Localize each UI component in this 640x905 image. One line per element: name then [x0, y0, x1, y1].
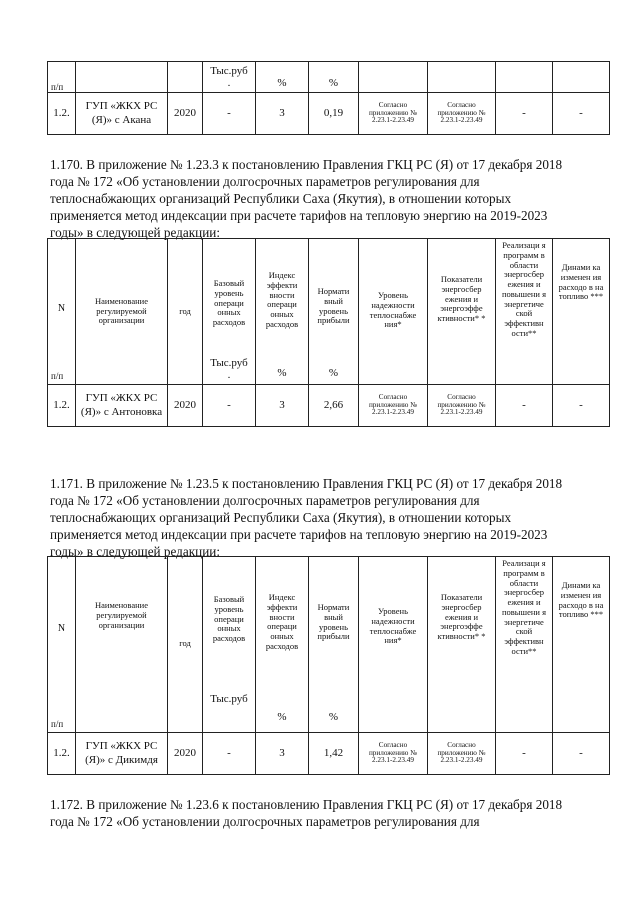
- dynamics-cell: -: [553, 733, 610, 775]
- header-year: год: [168, 239, 203, 385]
- header-base: Базовый уровень операци онных расходов Тыс.руб: [203, 557, 256, 733]
- base-cell: -: [203, 733, 256, 775]
- index-cell: 3: [256, 385, 309, 427]
- norm-cell: 0,19: [309, 93, 359, 135]
- header-reliability: Уровень надежности теплоснабже ния*: [359, 239, 428, 385]
- programs-cell: -: [496, 93, 553, 135]
- header-org-name: Наименование регулируемой организации: [76, 239, 168, 385]
- section-1170-table: [47, 238, 610, 427]
- norm-cell: 2,66: [309, 385, 359, 427]
- org-name: ГУП «ЖКХ РС (Я)» с Дикимдя: [76, 733, 168, 775]
- norm-cell: 1,42: [309, 733, 359, 775]
- row-number: 1.2.: [48, 733, 76, 775]
- section-1170-text: 1.170. В приложение № 1.23.3 к постановлению Правления ГКЦ РС (Я) от 17 декабря 2018 года № 172 «Об установлении долгосрочных параметров регулирования для теплоснабжающих организаций Республики Саха (Якутия), в отношении которых применяется метод индексации при расчете тарифов на тепловую энергию на 2019-2023 годы» в следующей редакции:: [50, 157, 563, 240]
- reliability-cell: Согласно приложению № 2.23.1-2.23.49: [359, 93, 428, 135]
- header-dynamics: Динами ка изменен ия расходо в на топливо ***: [553, 239, 610, 385]
- table-row: [48, 733, 610, 775]
- index-cell: 3: [256, 93, 309, 135]
- indicators-cell: Согласно приложению № 2.23.1-2.23.49: [428, 733, 496, 775]
- header-norm: Нормати вный уровень прибыли %: [309, 239, 359, 385]
- percent-label: %: [309, 62, 359, 93]
- unit-label: Тыс.руб .: [203, 62, 256, 93]
- header-norm: Нормати вный уровень прибыли %: [309, 557, 359, 733]
- header-index: Индекс эффекти вности операци онных расходов %: [256, 239, 309, 385]
- header-n: N п/п: [48, 239, 76, 385]
- np-label: п/п: [48, 62, 76, 93]
- org-name: ГУП «ЖКХ РС (Я)» с Акана: [76, 93, 168, 135]
- dynamics-cell: -: [553, 385, 610, 427]
- base-cell: -: [203, 93, 256, 135]
- top-partial-table: [47, 61, 610, 135]
- programs-cell: -: [496, 733, 553, 775]
- table-row: [48, 385, 610, 427]
- percent-label: %: [256, 62, 309, 93]
- indicators-cell: Согласно приложению № 2.23.1-2.23.49: [428, 93, 496, 135]
- header-base: Базовый уровень операци онных расходов Тыс.руб .: [203, 239, 256, 385]
- header-n: N п/п: [48, 557, 76, 733]
- header-org-name: Наименование регулируемой организации: [76, 557, 168, 733]
- year-cell: 2020: [168, 733, 203, 775]
- header-year: год: [168, 557, 203, 733]
- header-reliability: Уровень надежности теплоснабже ния*: [359, 557, 428, 733]
- indicators-cell: Согласно приложению № 2.23.1-2.23.49: [428, 385, 496, 427]
- header-programs: Реализаци я программ в области энергосбер ежения и повышени я энергетиче ской эффективн ости**: [496, 557, 553, 733]
- section-1171-text: 1.171. В приложение № 1.23.5 к постановлению Правления ГКЦ РС (Я) от 17 декабря 2018 года № 172 «Об установлении долгосрочных параметров регулирования для теплоснабжающих организаций Республики Саха (Якутия), в отношении которых применяется метод индексации при расчете тарифов на тепловую энергию на 2019-2023 годы» в следующей редакции:: [50, 476, 563, 559]
- org-name: ГУП «ЖКХ РС (Я)» с Антоновка: [76, 385, 168, 427]
- header-index: Индекс эффекти вности операци онных расходов %: [256, 557, 309, 733]
- base-cell: -: [203, 385, 256, 427]
- header-dynamics: Динами ка изменен ия расходо в на топливо ***: [553, 557, 610, 733]
- header-indicators: Показатели энергосбер ежения и энергоэффе ктивности* *: [428, 557, 496, 733]
- row-number: 1.2.: [48, 385, 76, 427]
- programs-cell: -: [496, 385, 553, 427]
- section-1171-table: [47, 556, 610, 775]
- row-number: 1.2.: [48, 93, 76, 135]
- dynamics-cell: -: [553, 93, 610, 135]
- section-1172-text: 1.172. В приложение № 1.23.6 к постановлению Правления ГКЦ РС (Я) от 17 декабря 2018 года № 172 «Об установлении долгосрочных параметров регулирования для: [50, 797, 563, 829]
- header-programs: Реализаци я программ в области энергосбер ежения и повышени я энергетиче ской эффективн ости**: [496, 239, 553, 385]
- index-cell: 3: [256, 733, 309, 775]
- reliability-cell: Согласно приложению № 2.23.1-2.23.49: [359, 733, 428, 775]
- year-cell: 2020: [168, 385, 203, 427]
- reliability-cell: Согласно приложению № 2.23.1-2.23.49: [359, 385, 428, 427]
- year-cell: 2020: [168, 93, 203, 135]
- header-indicators: Показатели энергосбер ежения и энергоэффе ктивности* *: [428, 239, 496, 385]
- table-row: [48, 93, 610, 135]
